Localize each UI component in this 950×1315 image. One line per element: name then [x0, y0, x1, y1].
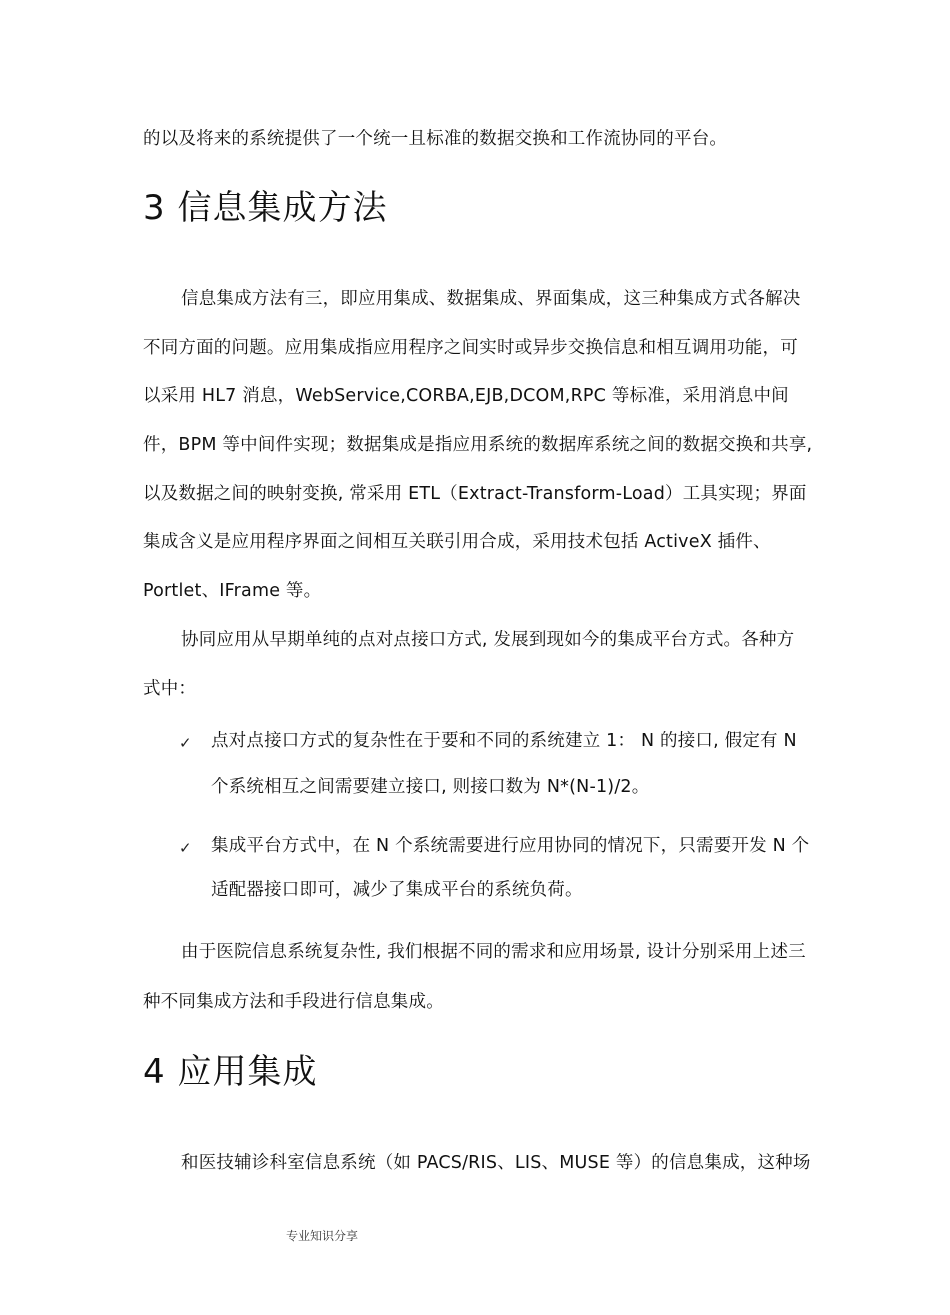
paragraph-line: 的以及将来的系统提供了一个统一且标准的数据交换和工作流协同的平台。: [143, 129, 728, 149]
paragraph-line: 协同应用从早期单纯的点对点接口方式, 发展到现如今的集成平台方式。各种方: [181, 630, 795, 650]
paragraph-line: 以采用 HL7 消息，WebService,CORBA,EJB,DCOM,RPC 等标准，采用消息中间: [143, 386, 789, 406]
paragraph-line: 集成含义是应用程序界面之间相互关联引用合成，采用技术包括 ActiveX 插件、: [143, 532, 771, 552]
paragraph-line: 和医技辅诊科室信息系统（如 PACS/RIS、LIS、MUSE 等）的信息集成，这种场: [181, 1153, 811, 1173]
bullet-line: 适配器接口即可，减少了集成平台的系统负荷。: [211, 880, 583, 900]
bullet-line: 集成平台方式中，在 N 个系统需要进行应用协同的情况下，只需要开发 N 个: [211, 836, 810, 856]
paragraph-line: 以及数据之间的映射变换, 常采用 ETL（Extract-Transform-Load）工具实现；界面: [143, 484, 807, 504]
section-heading-4: 4 应用集成: [143, 1052, 318, 1092]
paragraph-line: 件，BPM 等中间件实现；数据集成是指应用系统的数据库系统之间的数据交换和共享,: [143, 435, 813, 455]
bullet-line: 点对点接口方式的复杂性在于要和不同的系统建立 1： N 的接口, 假定有 N: [211, 731, 797, 751]
paragraph-line: 由于医院信息系统复杂性, 我们根据不同的需求和应用场景, 设计分别采用上述三: [181, 942, 806, 962]
paragraph-line: 信息集成方法有三，即应用集成、数据集成、界面集成，这三种集成方式各解决: [181, 289, 801, 309]
page-footer: 专业知识分享: [286, 1229, 359, 1243]
section-heading-3: 3 信息集成方法: [143, 188, 388, 228]
bullet-line: 个系统相互之间需要建立接口, 则接口数为 N*(N-1)/2。: [211, 777, 650, 797]
checkmark-icon: ✓: [179, 734, 192, 752]
paragraph-line: Portlet、IFrame 等。: [143, 581, 322, 601]
paragraph-line: 不同方面的问题。应用集成指应用程序之间实时或异步交换信息和相互调用功能，可: [143, 338, 798, 358]
checkmark-icon: ✓: [179, 839, 192, 857]
paragraph-line: 种不同集成方法和手段进行信息集成。: [143, 992, 444, 1012]
paragraph-line: 式中：: [143, 679, 197, 699]
